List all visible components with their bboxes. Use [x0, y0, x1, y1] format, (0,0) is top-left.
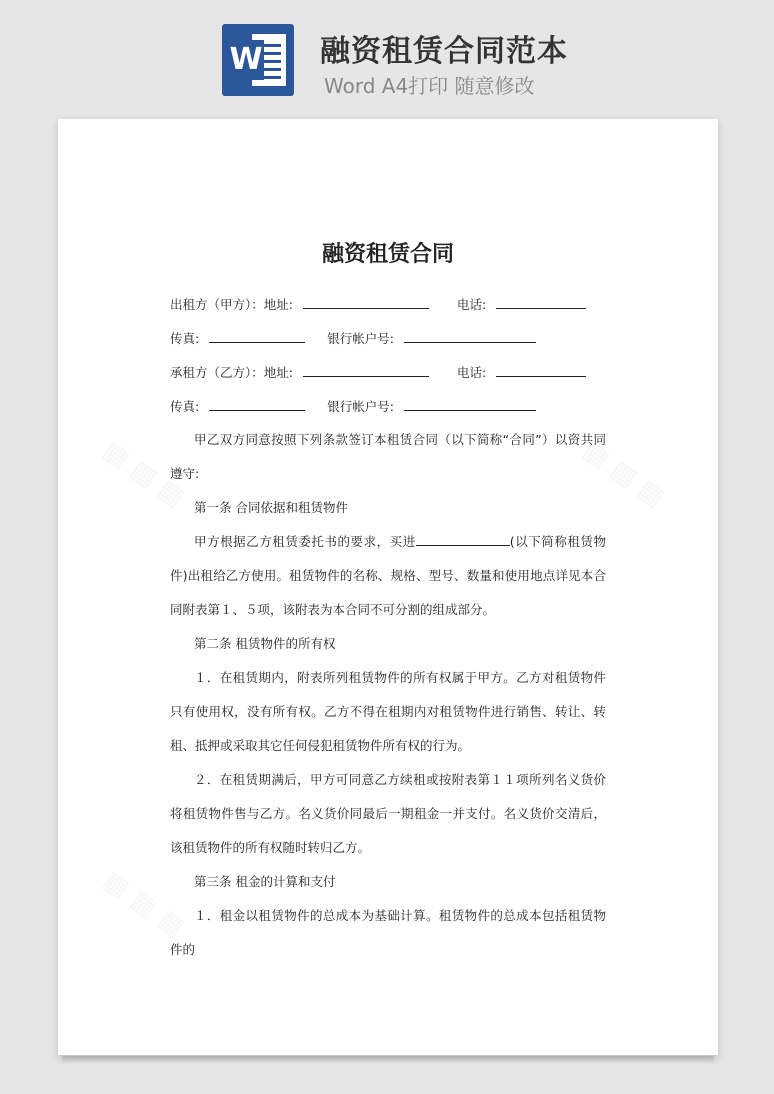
- lessee-phone-label: 电话:: [456, 365, 487, 380]
- article-2-paragraph-1: １．在租赁期内，附表所列租赁物件的所有权属于甲方。乙方对租赁物件只有使用权，没有所有权。乙方不得在租期内对租赁物件进行销售、转让、转租、抵押或采取其它任何侵犯租赁物件所有权的行为。: [170, 670, 606, 753]
- lessor-phone-label: 电话:: [456, 297, 487, 312]
- lessor-phone-field[interactable]: [496, 296, 586, 309]
- article-1-text-b: (以下简称租赁物件)出租给乙方使用。租赁物件的名称、规格、型号、数量和使用地点详见本合同附表第１、５项，该附表为本合同不可分割的组成部分。: [170, 534, 606, 617]
- lessee-bank-label: 银行帐户号:: [327, 399, 394, 414]
- lessor-bank-label: 银行帐户号:: [327, 331, 394, 346]
- lessee-fax-row: [170, 398, 610, 416]
- lessee-phone-field[interactable]: [496, 364, 586, 377]
- lessee-fax-label: 传真:: [170, 399, 200, 414]
- lessor-fax-row: [170, 330, 610, 348]
- lessee-address-field[interactable]: [303, 364, 429, 377]
- article-3-title: 第三条 租金的计算和支付: [194, 874, 336, 889]
- article-3-paragraph-1: １．租金以租赁物件的总成本为基础计算。租赁物件的总成本包括租赁物件的: [170, 908, 606, 957]
- lessor-bank-field[interactable]: [404, 330, 536, 343]
- article-2-paragraph-2: ２．在租赁期满后，甲方可同意乙方续租或按附表第１１项所列名义货价将租赁物件售与乙方。名义货价同最后一期租金一并支付。名义货价交清后，该租赁物件的所有权随时转归乙方。: [170, 772, 606, 855]
- document-page: [58, 119, 718, 1055]
- lessor-address-label: 出租方（甲方）：地址:: [170, 297, 293, 312]
- article-1-paragraph: [170, 525, 606, 627]
- article-2-title: 第二条 租赁物件的所有权: [194, 636, 336, 651]
- word-icon: [222, 24, 294, 96]
- lessee-fax-field[interactable]: [209, 398, 305, 411]
- lessor-fax-label: 传真:: [170, 331, 200, 346]
- page-shadow: [62, 1056, 714, 1064]
- document-title: 融资租赁合同: [321, 242, 454, 267]
- banner-header: [0, 0, 774, 110]
- banner-title: 融资租赁合同范本: [320, 34, 568, 69]
- lessor-fax-field[interactable]: [209, 330, 305, 343]
- intro-paragraph: 甲乙双方同意按照下列条款签订本租赁合同（以下简称“合同”）以资共同遵守:: [170, 432, 606, 481]
- banner-subtitle: Word A4打印 随意修改: [324, 74, 535, 98]
- word-letter: W: [228, 40, 264, 80]
- lessee-address-row: [170, 364, 610, 382]
- purchase-item-field[interactable]: [416, 533, 510, 546]
- lessee-bank-field[interactable]: [404, 398, 536, 411]
- lessee-address-label: 承租方（乙方）：地址:: [170, 365, 293, 380]
- lessor-address-row: [170, 296, 610, 314]
- article-1-title: 第一条 合同依据和租赁物件: [194, 500, 348, 515]
- article-1-text-a: 甲方根据乙方租赁委托书的要求，买进: [194, 534, 416, 549]
- lessor-address-field[interactable]: [303, 296, 429, 309]
